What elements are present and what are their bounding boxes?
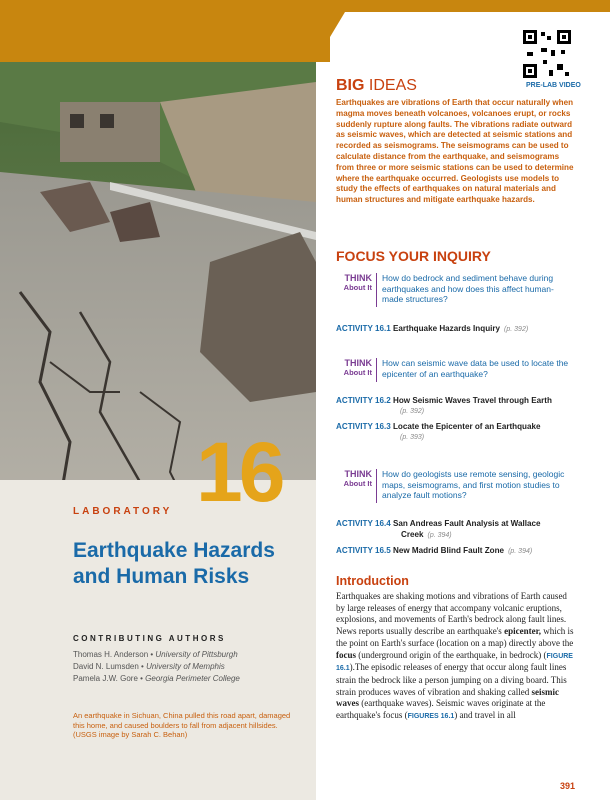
photo-caption: An earthquake in Sichuan, China pulled this road apart, damaged this home, and caused boulders to fall from adjacent hillsides. (USGS image by Sarah C. Behan) [73, 711, 291, 739]
page-title: Earthquake Hazards and Human Risks [73, 539, 275, 588]
activity-16-3-page: (p. 393) [400, 434, 425, 441]
house [60, 102, 160, 162]
chapter-number: 16 [196, 425, 282, 519]
activity-16-2[interactable]: ACTIVITY 16.2 How Seismic Waves Travel through Earth [336, 396, 552, 405]
intro-heading: Introduction [336, 574, 409, 588]
page-number: 391 [560, 781, 576, 791]
activity-16-1[interactable]: ACTIVITY 16.1 Earthquake Hazards Inquiry (p. 392) [336, 324, 529, 333]
activity-16-4[interactable]: ACTIVITY 16.4 San Andreas Fault Analysis at Wallace [336, 519, 541, 528]
prelab-video-label[interactable]: PRE-LAB VIDEO [526, 82, 581, 89]
think-block-3: THINK About It How do geologists use remote sensing, geologic maps, seismograms, and first motion studies to analyze fault motions? [336, 469, 576, 503]
header-diagonal [315, 12, 345, 62]
qr-code-icon[interactable] [521, 28, 573, 80]
think-block-1: THINK About It How do bedrock and sediment behave during earthquakes and how does this affect human-made structures? [336, 273, 576, 307]
think-block-2: THINK About It How can seismic wave data be used to locate the epicenter of an earthquake? [336, 358, 576, 382]
big-ideas-heading: BIG IDEAS [336, 77, 417, 94]
activity-16-3[interactable]: ACTIVITY 16.3 Locate the Epicenter of an Earthquake [336, 422, 541, 431]
header-band-right [330, 0, 610, 12]
header-band [0, 0, 330, 62]
big-ideas-text: Earthquakes are vibrations of Earth that occur naturally when magma moves beneath volcanoes, volcanoes erupt, or rocks suddenly rupture along faults. The vibrations radiate outward as seismic waves, which are detected at seismic stations and recorded as seismograms. The seismograms can be used to calculate distance from the earthquake, and seismograms from three or more seismic stations can be used to determine where the earthquake occurred. Geologists use models to study the effects of earthquakes on natural materials and human structures and mitigate earthquake hazards. [336, 98, 574, 205]
activity-16-5[interactable]: ACTIVITY 16.5 New Madrid Blind Fault Zone (p. 394) [336, 546, 533, 555]
contributing-authors-label: CONTRIBUTING AUTHORS [73, 634, 226, 643]
intro-text: Earthquakes are shaking motions and vibrations of Earth caused by large releases of energy that accompany volcanic eruptions, explosions, and movements of Earth's bedrock along fault lines. News reports usually describe an earthquake's epicenter, which is the point on Earth's surface (location on a map) directly above the focus (underground origin of the earthquake, in bedrock) (FIGURE 16.1).The episodic releases of energy that occur along fault lines strain the bedrock like a person jumping on a diving board. This strain produces waves of vibration and shaking called seismic waves (earthquake waves). Seismic waves originate at the earthquake's focus (FIGURES 16.1) and travel in all [336, 591, 574, 721]
author-1: Thomas H. Anderson • University of Pittsburgh [73, 650, 238, 659]
laboratory-label: LABORATORY [73, 506, 173, 517]
author-3: Pamela J.W. Gore • Georgia Perimeter College [73, 674, 240, 683]
focus-heading: FOCUS YOUR INQUIRY [336, 248, 491, 264]
activity-16-4-cont: Creek (p. 394) [401, 530, 452, 539]
activity-16-2-page: (p. 392) [400, 408, 425, 415]
author-2: David N. Lumsden • University of Memphis [73, 662, 225, 671]
